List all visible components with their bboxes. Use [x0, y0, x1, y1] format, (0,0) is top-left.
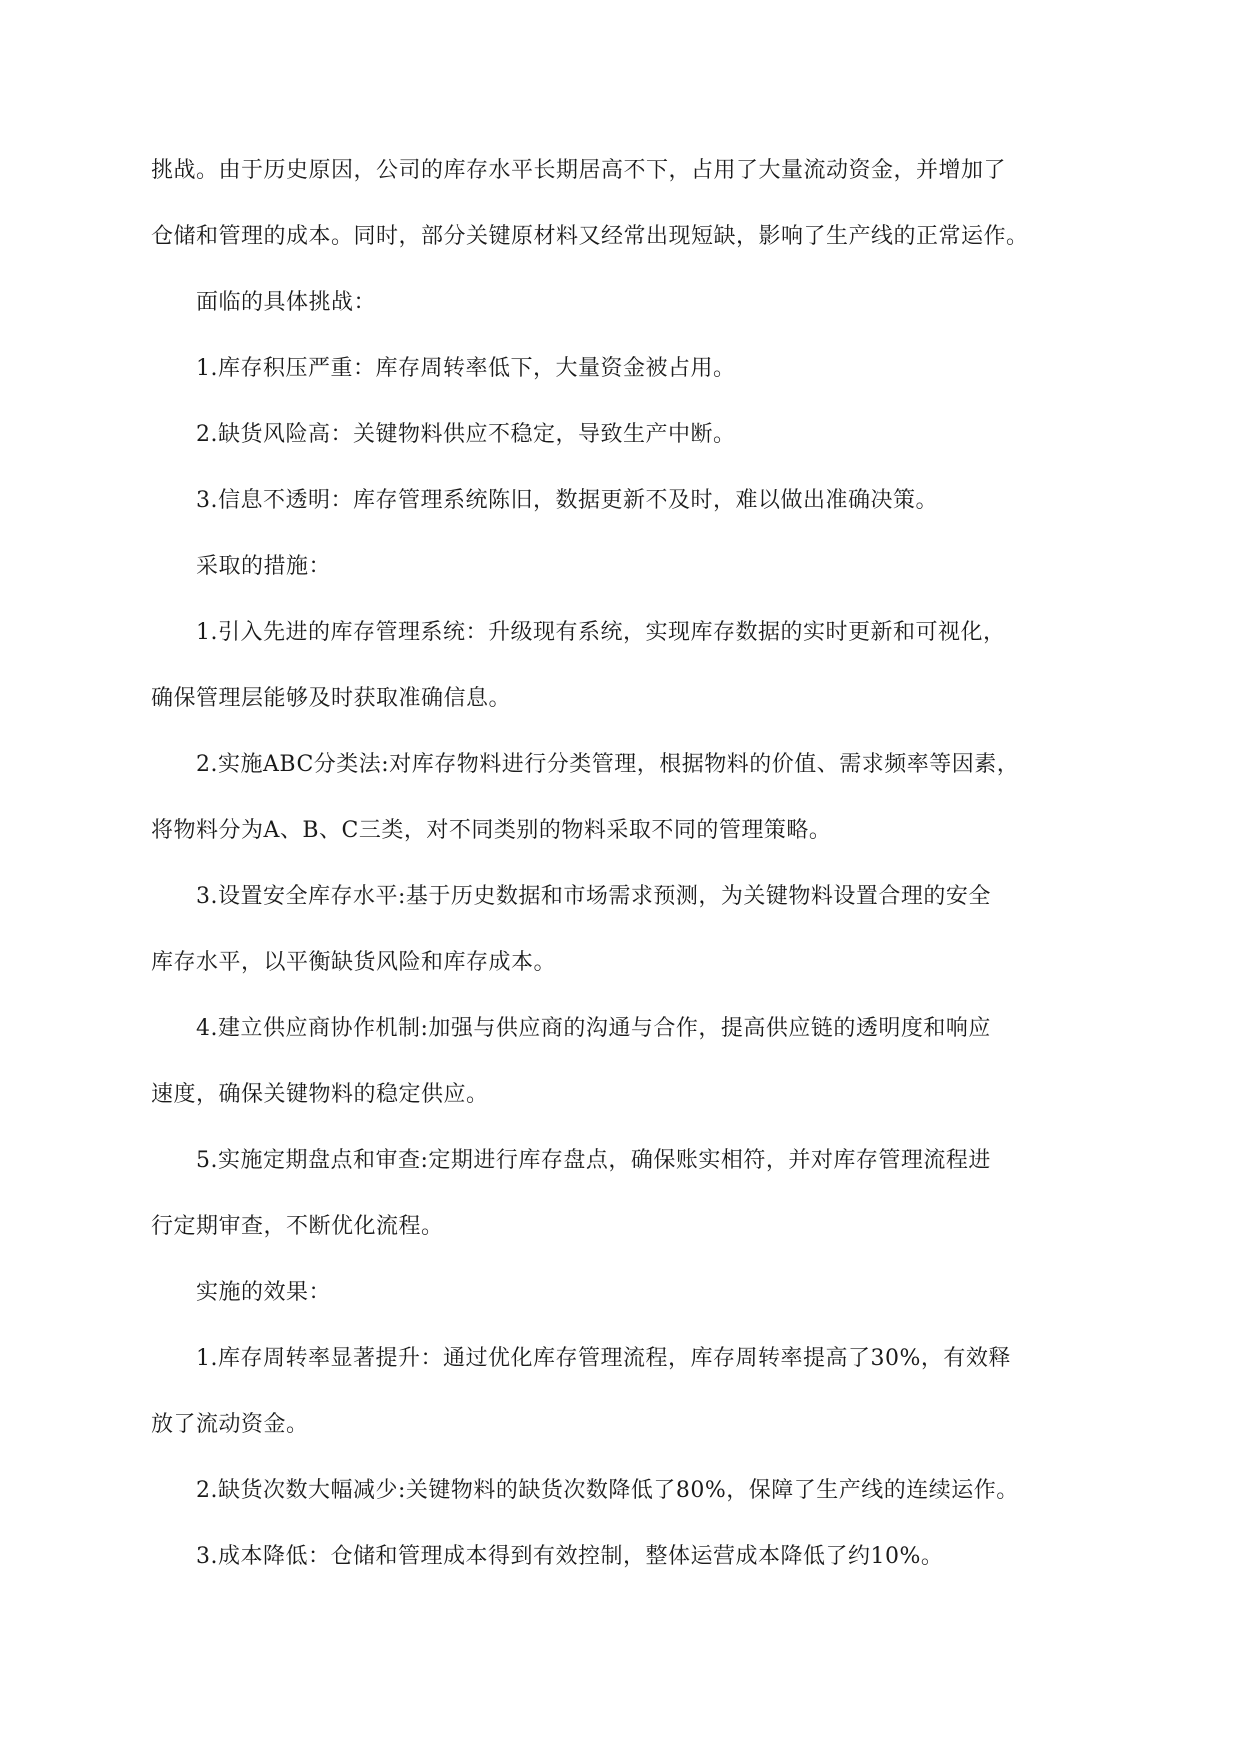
list-item: 2.缺货次数大幅减少:关键物料的缺货次数降低了80%，保障了生产线的连续运作。 — [196, 1478, 1019, 1503]
section-heading-results: 实施的效果： — [196, 1280, 332, 1305]
list-item-continuation: 将物料分为A、B、C三类，对不同类别的物料采取不同的管理策略。 — [151, 818, 832, 843]
list-item: 2.缺货风险高：关键物料供应不稳定，导致生产中断。 — [196, 422, 736, 447]
list-item: 2.实施ABC分类法:对库存物料进行分类管理，根据物料的价值、需求频率等因素， — [196, 752, 1020, 777]
list-item: 3.信息不透明：库存管理系统陈旧，数据更新不及时，难以做出准确决策。 — [196, 488, 938, 513]
list-item-continuation: 库存水平，以平衡缺货风险和库存成本。 — [151, 950, 557, 975]
list-item: 4.建立供应商协作机制:加强与供应商的沟通与合作，提高供应链的透明度和响应 — [196, 1016, 991, 1041]
list-item-continuation: 行定期审查，不断优化流程。 — [151, 1214, 444, 1239]
body-text — [151, 138, 1096, 1590]
paragraph-line: 仓储和管理的成本。同时，部分关键原材料又经常出现短缺，影响了生产线的正常运作。 — [151, 224, 1029, 249]
list-item: 1.库存周转率显著提升：通过优化库存管理流程，库存周转率提高了30%，有效释 — [196, 1346, 1011, 1371]
section-heading-challenges: 面临的具体挑战： — [196, 290, 377, 315]
paragraph-line: 挑战。由于历史原因，公司的库存水平长期居高不下，占用了大量流动资金，并增加了 — [151, 158, 1007, 183]
list-item-continuation: 确保管理层能够及时获取准确信息。 — [151, 686, 512, 711]
section-heading-measures: 采取的措施： — [196, 554, 332, 579]
list-item: 1.库存积压严重：库存周转率低下，大量资金被占用。 — [196, 356, 736, 381]
list-item: 3.成本降低：仓储和管理成本得到有效控制，整体运营成本降低了约10%。 — [196, 1544, 944, 1569]
list-item: 5.实施定期盘点和审查:定期进行库存盘点，确保账实相符，并对库存管理流程进 — [196, 1148, 991, 1173]
list-item: 1.引入先进的库存管理系统：升级现有系统，实现库存数据的实时更新和可视化， — [196, 620, 1006, 645]
list-item-continuation: 速度，确保关键物料的稳定供应。 — [151, 1082, 489, 1107]
list-item: 3.设置安全库存水平:基于历史数据和市场需求预测，为关键物料设置合理的安全 — [196, 884, 991, 909]
list-item-continuation: 放了流动资金。 — [151, 1412, 309, 1437]
